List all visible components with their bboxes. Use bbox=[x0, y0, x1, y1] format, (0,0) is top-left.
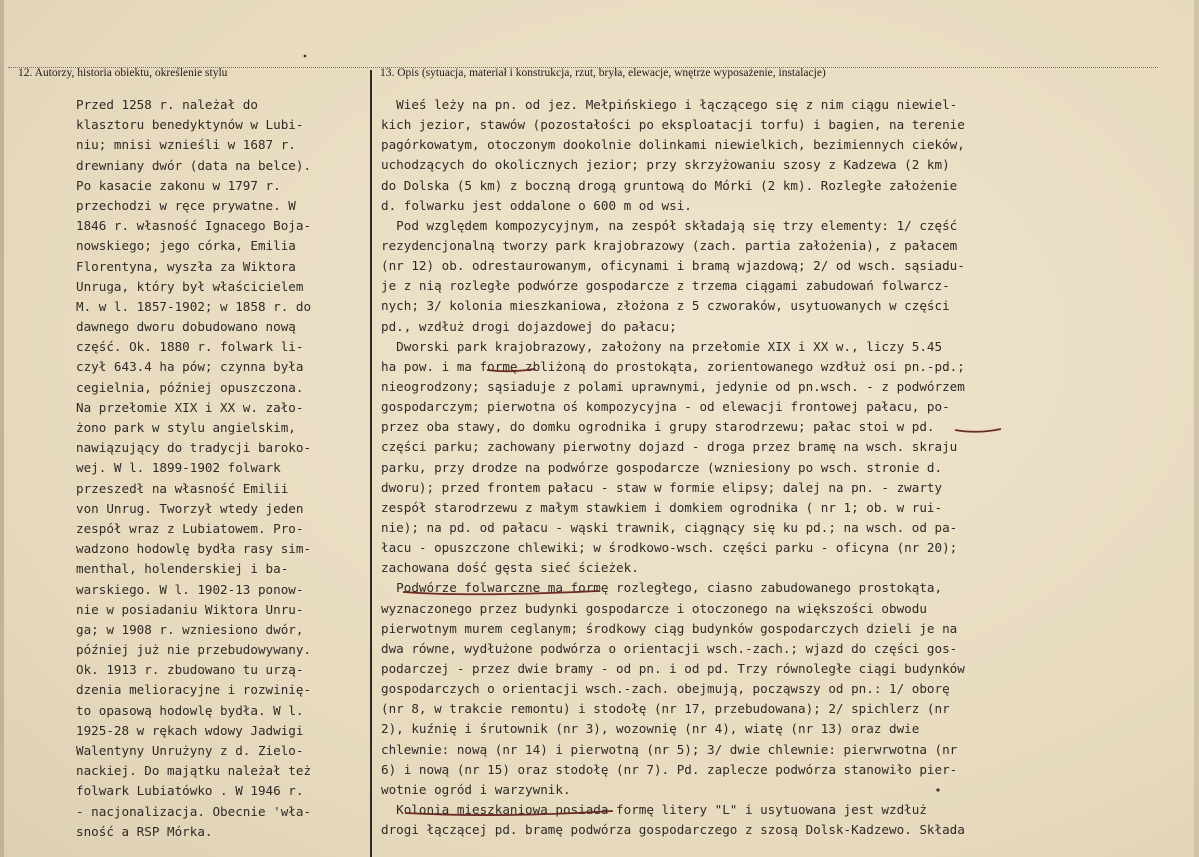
section-13-line: nieogrodzony; sąsiaduje z polami uprawnymi, jedynie od pn.wsch. - z podwórzem bbox=[381, 378, 965, 394]
section-13-line: zachowana dość gęsta sieć ścieżek. bbox=[381, 560, 639, 576]
section-12-line: sność a RSP Mórka. bbox=[76, 823, 213, 839]
section-12-line: Unruga, który był właścicielem bbox=[76, 278, 304, 294]
section-13-line: Podwórze folwarczne ma formę rozległego, ciasno zabudowanego prostokąta, bbox=[381, 580, 943, 596]
section-13-line: gospodarczych o orientacji wsch.-zach. obejmują, począwszy od pn.: 1/ oborę bbox=[381, 681, 950, 697]
section-12-line: przeszedł na własność Emilii bbox=[76, 480, 289, 496]
section-12-heading: 12. Autorzy, historia obiektu, określenie stylu bbox=[18, 67, 228, 79]
section-13-line: pierwotnym murem ceglanym; środkowy ciąg budynków gospodarczych dzieli je na bbox=[381, 620, 958, 636]
section-12-line: część. Ok. 1880 r. folwark li- bbox=[76, 339, 304, 355]
section-12-line: później już nie przebudowywany. bbox=[76, 642, 312, 658]
section-13-line: Kolonia mieszkaniowa posiada formę litery "L" i usytuowana jest wzdłuż bbox=[381, 801, 927, 817]
section-13-line: zespół starodrzewu z małym stawkiem i domkiem ogrodnika ( nr 1; ob. w rui- bbox=[381, 499, 943, 515]
section-13-line: pd., wzdłuż drogi dojazdowej do pałacu; bbox=[381, 318, 677, 334]
section-12-line: 1846 r. własność Ignacego Boja- bbox=[76, 218, 312, 234]
section-12-line: to opasową hodowlę bydła. W l. bbox=[76, 702, 304, 718]
section-13-line: uchodzących do okolicznych jezior; przy skrzyżowaniu szosy z Kadzewa (2 km) bbox=[381, 157, 950, 173]
section-13-line: dworu); przed frontem pałacu - staw w formie elipsy; dalej na pn. - zwarty bbox=[381, 479, 943, 495]
section-13-line: chlewnie: nową (nr 14) i pierwotną (nr 5); 3/ dwie chlewnie: pierwrwotna (nr bbox=[381, 741, 958, 757]
section-13-line: rezydencjonalną tworzy park krajobrazowy (zach. partia założenia), z pałacem bbox=[381, 237, 958, 253]
section-13-line: nie); na pd. od pałacu - wąski trawnik, ciągnący się ku pd.; na wsch. od pa- bbox=[381, 519, 958, 535]
section-12-line: M. w l. 1857-1902; w 1858 r. do bbox=[76, 298, 312, 314]
section-12-line: von Unrug. Tworzył wtedy jeden bbox=[76, 500, 304, 516]
section-12-line: niu; mnisi wznieśli w 1687 r. bbox=[76, 137, 296, 153]
section-13-line: kich jezior, stawów (pozostałości po eksploatacji torfu) i bagien, na terenie bbox=[381, 117, 965, 133]
section-12-line: wadzono hodowlę bydła rasy sim- bbox=[76, 541, 312, 557]
section-12-line: nowskiego; jego córka, Emilia bbox=[76, 238, 296, 254]
section-13-line: pagórkowatym, otoczonym dookolnie dolinkami niewielkich, bezimiennych cieków, bbox=[381, 137, 965, 153]
section-13-line: przez oba stawy, do domku ogrodnika i grupy starodrzewu; pałac stoi w pd. bbox=[381, 419, 935, 435]
section-13-line: (nr 12) ob. odrestaurowanym, oficynami i bramą wjazdową; 2/ od wsch. sąsiadu- bbox=[381, 258, 965, 274]
section-12-line: - nacjonalizacja. Obecnie 'wła- bbox=[76, 803, 312, 819]
card-left-edge bbox=[0, 0, 4, 857]
section-12-line: ga; w 1908 r. wzniesiono dwór, bbox=[76, 621, 304, 637]
card-right-edge bbox=[1194, 0, 1199, 857]
section-12-line: Po kasacie zakonu w 1797 r. bbox=[76, 177, 281, 193]
section-13-line: 2), kuźnię i śrutownik (nr 3), wozownię (nr 4), wiatę (nr 13) oraz dwie bbox=[381, 721, 920, 737]
section-12-line: cegielnia, później opuszczona. bbox=[76, 379, 304, 395]
section-12-line: Florentyna, wyszła za Wiktora bbox=[76, 258, 296, 274]
section-12-line: klasztoru benedyktynów w Lubi- bbox=[76, 117, 304, 133]
section-13-line: Pod względem kompozycyjnym, na zespół składają się trzy elementy: 1/ część bbox=[381, 217, 958, 233]
section-12-line: 1925-28 w rękach wdowy Jadwigi bbox=[76, 722, 304, 738]
section-12-text bbox=[76, 95, 356, 842]
section-13-line: parku, przy drodze na podwórze gospodarcze (wzniesiony po wsch. stronie d. bbox=[381, 459, 943, 475]
section-13-line: łacu - opuszczone chlewiki; w środkowo-wsch. części parku - oficyna (nr 20); bbox=[381, 540, 958, 556]
section-13-line: Wieś leży na pn. od jez. Mełpińskiego i łączącego się z nim ciągu niewiel- bbox=[381, 97, 958, 112]
section-13-line: ha pow. i ma formę zbliżoną do prostokąta, zorientowanego wzdłuż osi pn.-pd.; bbox=[381, 358, 965, 374]
section-12-line: czył 643.4 ha pów; czynna była bbox=[76, 359, 304, 375]
section-13-line: do Dolska (5 km) z boczną drogą gruntową do Mórki (2 km). Rozległe założenie bbox=[381, 177, 958, 193]
section-13-text bbox=[381, 95, 1145, 840]
section-13-line: drogi łączącej pd. bramę podwórza gospodarczego z szosą Dolsk-Kadzewo. Składa bbox=[381, 822, 965, 838]
section-12-line: Walentyny Unrużyny z d. Zielo- bbox=[76, 743, 304, 758]
section-12-line: menthal, holenderskiej i ba- bbox=[76, 561, 289, 577]
section-13-heading: 13. Opis (sytuacja, materiał i konstrukcja, rzut, bryła, elewacje, wnętrze wyposażenie, instalacje) bbox=[380, 67, 826, 79]
section-12-line: warskiego. W l. 1902-13 ponow- bbox=[76, 581, 304, 597]
section-12-line: Przed 1258 r. należał do bbox=[76, 97, 258, 112]
section-13-line: 6) i nową (nr 15) oraz stodołę (nr 7). Pd. zaplecze podwórza stanowiło pier- bbox=[381, 761, 958, 777]
section-13-line: wotnie ogród i warzywnik. bbox=[381, 781, 571, 797]
section-13-line: nych; 3/ kolonia mieszkaniowa, złożona z 5 czworaków, usytuowanych w części bbox=[381, 298, 950, 314]
section-13-line: dwa równe, wydłużone podwórza o orientacji wsch.-zach.; wjazd do części gos- bbox=[381, 640, 958, 656]
section-12-line: dawnego dworu dobudowano nową bbox=[76, 319, 296, 335]
column-divider bbox=[370, 70, 372, 857]
pen-dot bbox=[304, 55, 307, 58]
section-13-line: wyznaczonego przez budynki gospodarcze i otoczonego na większości obwodu bbox=[381, 600, 927, 616]
section-12-line: dzenia melioracyjne i rozwinię- bbox=[76, 682, 312, 698]
section-12-line: zespół wraz z Lubiatowem. Pro- bbox=[76, 520, 304, 536]
section-13-line: d. folwarku jest oddalone o 600 m od wsi. bbox=[381, 197, 692, 213]
section-13-line: (nr 8, w trakcie remontu) i stodołę (nr 17, przebudowana); 2/ spichlerz (nr bbox=[381, 701, 950, 717]
section-12-line: nawiązujący do tradycji baroko- bbox=[76, 440, 312, 456]
section-12-line: żono park w stylu angielskim, bbox=[76, 420, 296, 435]
section-12-line: Ok. 1913 r. zbudowano tu urzą- bbox=[76, 662, 304, 678]
section-13-line: Dworski park krajobrazowy, założony na przełomie XIX i XX w., liczy 5.45 bbox=[381, 338, 943, 354]
section-12-line: nackiej. Do majątku należał też bbox=[76, 763, 312, 779]
section-12-line: wej. W l. 1899-1902 folwark bbox=[76, 460, 281, 476]
section-12-line: przechodzi w ręce prywatne. W bbox=[76, 197, 296, 213]
section-12-line: nie w posiadaniu Wiktora Unru- bbox=[76, 601, 304, 617]
section-13-line: je z nią rozległe podwórze gospodarcze z trzema ciągami zabudowań folwarcz- bbox=[381, 278, 950, 294]
section-12-line: folwark Lubiatówko . W 1946 r. bbox=[76, 783, 304, 799]
section-12-line: drewniany dwór (data na belce). bbox=[76, 157, 312, 173]
section-13-line: części parku; zachowany pierwotny dojazd - droga przez bramę na wsch. skraju bbox=[381, 439, 958, 455]
section-13-line: gospodarczym; pierwotna oś kompozycyjna - od elewacji frontowej pałacu, po- bbox=[381, 399, 950, 415]
section-12-line: Na przełomie XIX i XX w. zało- bbox=[76, 399, 304, 415]
section-13-line: podarczej - przez dwie bramy - od pn. i od pd. Trzy równoległe ciągi budynków bbox=[381, 660, 965, 676]
